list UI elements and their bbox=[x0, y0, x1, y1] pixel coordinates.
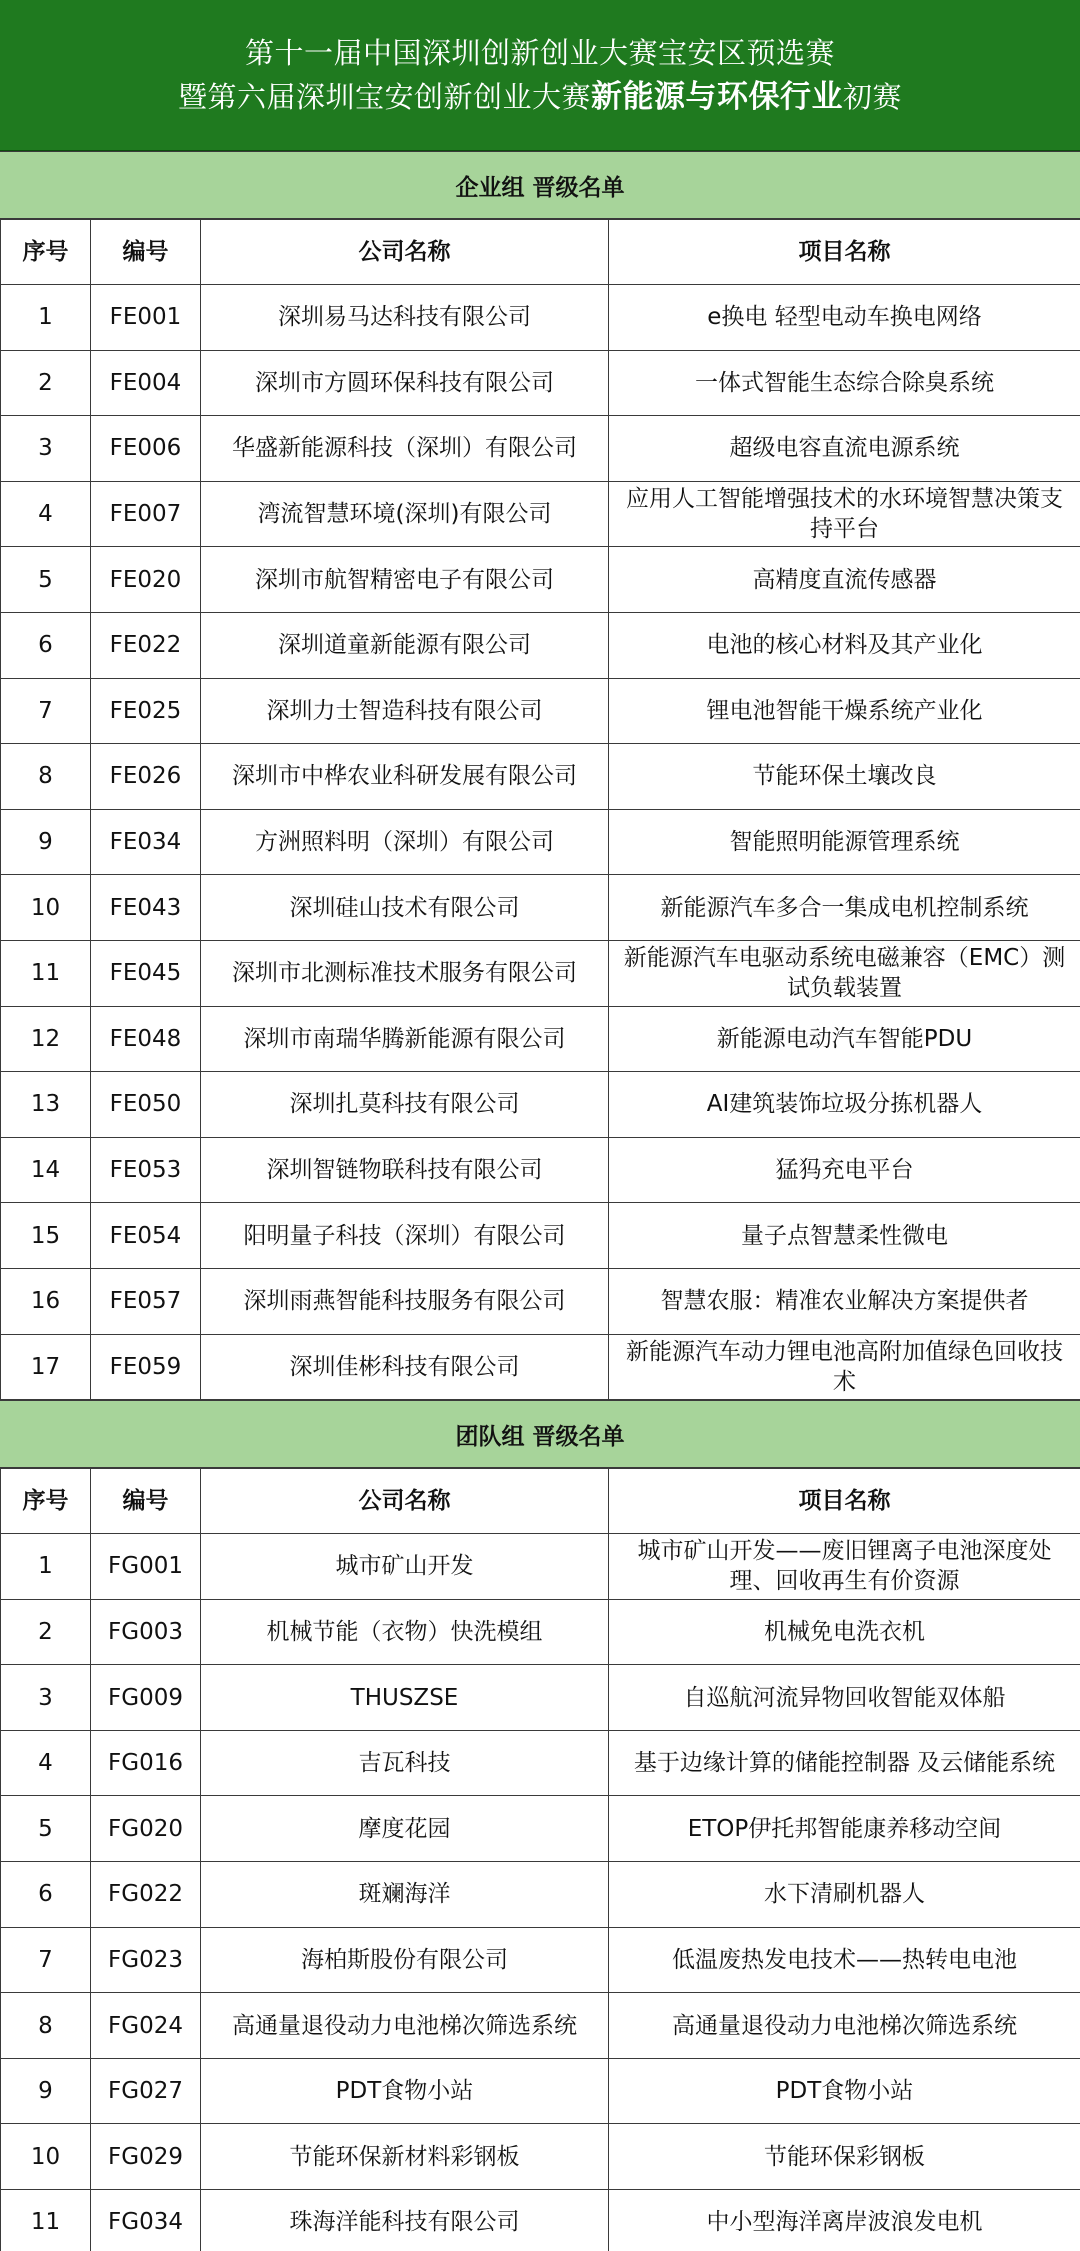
cell-project: PDT食物小站 bbox=[609, 2058, 1080, 2124]
cell-code: FE020 bbox=[91, 547, 201, 613]
cell-project: e换电 轻型电动车换电网络 bbox=[609, 285, 1080, 351]
cell-project: AI建筑装饰垃圾分拣机器人 bbox=[609, 1072, 1080, 1138]
cell-project: 应用人工智能增强技术的水环境智慧决策支持平台 bbox=[609, 481, 1080, 547]
table-row bbox=[1, 809, 1080, 875]
cell-code: FG023 bbox=[91, 1927, 201, 1993]
table-row bbox=[1, 678, 1080, 744]
cell-company: 深圳易马达科技有限公司 bbox=[201, 285, 609, 351]
cell-seq: 5 bbox=[1, 1796, 91, 1862]
cell-code: FE026 bbox=[91, 744, 201, 810]
cell-company: 湾流智慧环境(深圳)有限公司 bbox=[201, 481, 609, 547]
cell-company: 深圳力士智造科技有限公司 bbox=[201, 678, 609, 744]
cell-code: FE054 bbox=[91, 1203, 201, 1269]
cell-code: FG009 bbox=[91, 1665, 201, 1731]
column-header-code: 编号 bbox=[91, 1469, 201, 1534]
header-title-suffix: 初赛 bbox=[843, 80, 903, 114]
cell-company: THUSZSE bbox=[201, 1665, 609, 1731]
table-row bbox=[1, 2058, 1080, 2124]
cell-company: 深圳雨燕智能科技服务有限公司 bbox=[201, 1268, 609, 1334]
cell-seq: 6 bbox=[1, 612, 91, 678]
cell-company: 节能环保新材料彩钢板 bbox=[201, 2124, 609, 2190]
cell-seq: 14 bbox=[1, 1137, 91, 1203]
cell-company: 深圳硅山技术有限公司 bbox=[201, 875, 609, 941]
cell-project: 新能源汽车多合一集成电机控制系统 bbox=[609, 875, 1080, 941]
cell-code: FG016 bbox=[91, 1730, 201, 1796]
cell-seq: 5 bbox=[1, 547, 91, 613]
cell-seq: 1 bbox=[1, 285, 91, 351]
cell-company: 深圳市航智精密电子有限公司 bbox=[201, 547, 609, 613]
cell-project: 智慧农服：精准农业解决方案提供者 bbox=[609, 1268, 1080, 1334]
column-header-code: 编号 bbox=[91, 220, 201, 285]
cell-seq: 4 bbox=[1, 481, 91, 547]
cell-seq: 10 bbox=[1, 2124, 91, 2190]
cell-seq: 3 bbox=[1, 416, 91, 482]
cell-code: FG001 bbox=[91, 1534, 201, 1600]
cell-project: 新能源汽车动力锂电池高附加值绿色回收技术 bbox=[609, 1334, 1080, 1400]
cell-seq: 8 bbox=[1, 1993, 91, 2059]
cell-seq: 4 bbox=[1, 1730, 91, 1796]
cell-code: FE022 bbox=[91, 612, 201, 678]
cell-code: FE025 bbox=[91, 678, 201, 744]
cell-project: 猛犸充电平台 bbox=[609, 1137, 1080, 1203]
cell-seq: 10 bbox=[1, 875, 91, 941]
cell-project: 新能源汽车电驱动系统电磁兼容（EMC）测试负载装置 bbox=[609, 940, 1080, 1006]
team-table bbox=[0, 1468, 1080, 2251]
table-row bbox=[1, 1137, 1080, 1203]
table-row bbox=[1, 1072, 1080, 1138]
table-row bbox=[1, 416, 1080, 482]
team-table-body bbox=[1, 1534, 1080, 2251]
cell-company: 深圳市中桦农业科研发展有限公司 bbox=[201, 744, 609, 810]
cell-code: FE048 bbox=[91, 1006, 201, 1072]
table-row bbox=[1, 1927, 1080, 1993]
cell-company: 深圳智链物联科技有限公司 bbox=[201, 1137, 609, 1203]
cell-seq: 7 bbox=[1, 1927, 91, 1993]
table-row bbox=[1, 350, 1080, 416]
cell-code: FG022 bbox=[91, 1862, 201, 1928]
cell-company: 华盛新能源科技（深圳）有限公司 bbox=[201, 416, 609, 482]
cell-company: 深圳市南瑞华腾新能源有限公司 bbox=[201, 1006, 609, 1072]
table-row bbox=[1, 1334, 1080, 1400]
cell-seq: 2 bbox=[1, 350, 91, 416]
cell-code: FG020 bbox=[91, 1796, 201, 1862]
table-row bbox=[1, 2124, 1080, 2190]
table-row bbox=[1, 1006, 1080, 1072]
cell-code: FG003 bbox=[91, 1599, 201, 1665]
cell-project: 城市矿山开发——废旧锂离子电池深度处理、回收再生有价资源 bbox=[609, 1534, 1080, 1600]
table-header-row bbox=[1, 220, 1080, 285]
cell-seq: 7 bbox=[1, 678, 91, 744]
cell-company: 深圳市方圆环保科技有限公司 bbox=[201, 350, 609, 416]
cell-seq: 13 bbox=[1, 1072, 91, 1138]
table-row bbox=[1, 744, 1080, 810]
cell-company: PDT食物小站 bbox=[201, 2058, 609, 2124]
table-row bbox=[1, 481, 1080, 547]
cell-company: 高通量退役动力电池梯次筛选系统 bbox=[201, 1993, 609, 2059]
cell-company: 珠海洋能科技有限公司 bbox=[201, 2190, 609, 2251]
cell-project: 自巡航河流异物回收智能双体船 bbox=[609, 1665, 1080, 1731]
header-title-prefix: 暨第六届深圳宝安创新创业大赛 bbox=[177, 80, 591, 114]
cell-seq: 15 bbox=[1, 1203, 91, 1269]
cell-company: 深圳佳彬科技有限公司 bbox=[201, 1334, 609, 1400]
cell-code: FE045 bbox=[91, 940, 201, 1006]
cell-project: 锂电池智能干燥系统产业化 bbox=[609, 678, 1080, 744]
table-row bbox=[1, 1268, 1080, 1334]
column-header-project: 项目名称 bbox=[609, 220, 1080, 285]
cell-project: 低温废热发电技术——热转电电池 bbox=[609, 1927, 1080, 1993]
cell-company: 海柏斯股份有限公司 bbox=[201, 1927, 609, 1993]
column-header-seq: 序号 bbox=[1, 220, 91, 285]
table-row bbox=[1, 1203, 1080, 1269]
cell-project: ETOP伊托邦智能康养移动空间 bbox=[609, 1796, 1080, 1862]
enterprise-table-body bbox=[1, 285, 1080, 1400]
cell-code: FE006 bbox=[91, 416, 201, 482]
cell-project: 高通量退役动力电池梯次筛选系统 bbox=[609, 1993, 1080, 2059]
cell-code: FE053 bbox=[91, 1137, 201, 1203]
cell-code: FG027 bbox=[91, 2058, 201, 2124]
cell-project: 超级电容直流电源系统 bbox=[609, 416, 1080, 482]
cell-seq: 3 bbox=[1, 1665, 91, 1731]
table-row bbox=[1, 547, 1080, 613]
table-row bbox=[1, 1599, 1080, 1665]
table-row bbox=[1, 1862, 1080, 1928]
table-row bbox=[1, 875, 1080, 941]
table-row bbox=[1, 285, 1080, 351]
cell-project: 节能环保彩钢板 bbox=[609, 2124, 1080, 2190]
table-row bbox=[1, 1993, 1080, 2059]
cell-code: FE057 bbox=[91, 1268, 201, 1334]
cell-company: 深圳扎莫科技有限公司 bbox=[201, 1072, 609, 1138]
cell-code: FE034 bbox=[91, 809, 201, 875]
cell-seq: 1 bbox=[1, 1534, 91, 1600]
cell-code: FG029 bbox=[91, 2124, 201, 2190]
table-row bbox=[1, 940, 1080, 1006]
cell-company: 深圳市北测标准技术服务有限公司 bbox=[201, 940, 609, 1006]
table-header-row bbox=[1, 1469, 1080, 1534]
cell-project: 新能源电动汽车智能PDU bbox=[609, 1006, 1080, 1072]
team-section-title: 团队组 晋级名单 bbox=[0, 1400, 1080, 1468]
table-row bbox=[1, 1796, 1080, 1862]
cell-project: 节能环保土壤改良 bbox=[609, 744, 1080, 810]
cell-seq: 17 bbox=[1, 1334, 91, 1400]
cell-company: 斑斓海洋 bbox=[201, 1862, 609, 1928]
cell-code: FE007 bbox=[91, 481, 201, 547]
table-row bbox=[1, 1730, 1080, 1796]
cell-project: 机械免电洗衣机 bbox=[609, 1599, 1080, 1665]
cell-project: 基于边缘计算的储能控制器 及云储能系统 bbox=[609, 1730, 1080, 1796]
cell-seq: 9 bbox=[1, 809, 91, 875]
cell-company: 机械节能（衣物）快洗模组 bbox=[201, 1599, 609, 1665]
cell-seq: 12 bbox=[1, 1006, 91, 1072]
table-row bbox=[1, 2190, 1080, 2251]
column-header-company: 公司名称 bbox=[201, 220, 609, 285]
cell-company: 吉瓦科技 bbox=[201, 1730, 609, 1796]
column-header-company: 公司名称 bbox=[201, 1469, 609, 1534]
page-header bbox=[0, 0, 1080, 151]
cell-code: FE050 bbox=[91, 1072, 201, 1138]
cell-seq: 8 bbox=[1, 744, 91, 810]
cell-project: 电池的核心材料及其产业化 bbox=[609, 612, 1080, 678]
column-header-project: 项目名称 bbox=[609, 1469, 1080, 1534]
cell-seq: 16 bbox=[1, 1268, 91, 1334]
cell-seq: 2 bbox=[1, 1599, 91, 1665]
enterprise-section-title: 企业组 晋级名单 bbox=[0, 151, 1080, 219]
cell-seq: 11 bbox=[1, 940, 91, 1006]
cell-code: FG034 bbox=[91, 2190, 201, 2251]
table-row bbox=[1, 1665, 1080, 1731]
header-title-line2 bbox=[178, 75, 902, 119]
cell-seq: 9 bbox=[1, 2058, 91, 2124]
cell-code: FE004 bbox=[91, 350, 201, 416]
header-title-highlight: 新能源与环保行业 bbox=[591, 79, 843, 115]
table-row bbox=[1, 612, 1080, 678]
cell-company: 阳明量子科技（深圳）有限公司 bbox=[201, 1203, 609, 1269]
cell-seq: 6 bbox=[1, 1862, 91, 1928]
cell-project: 中小型海洋离岸波浪发电机 bbox=[609, 2190, 1080, 2251]
cell-code: FE059 bbox=[91, 1334, 201, 1400]
cell-code: FE043 bbox=[91, 875, 201, 941]
table-row bbox=[1, 1534, 1080, 1600]
cell-company: 城市矿山开发 bbox=[201, 1534, 609, 1600]
enterprise-table bbox=[0, 219, 1080, 1400]
cell-code: FG024 bbox=[91, 1993, 201, 2059]
cell-seq: 11 bbox=[1, 2190, 91, 2251]
cell-project: 量子点智慧柔性微电 bbox=[609, 1203, 1080, 1269]
cell-project: 高精度直流传感器 bbox=[609, 547, 1080, 613]
cell-project: 智能照明能源管理系统 bbox=[609, 809, 1080, 875]
column-header-seq: 序号 bbox=[1, 1469, 91, 1534]
cell-project: 水下清刷机器人 bbox=[609, 1862, 1080, 1928]
cell-company: 深圳道童新能源有限公司 bbox=[201, 612, 609, 678]
cell-project: 一体式智能生态综合除臭系统 bbox=[609, 350, 1080, 416]
cell-code: FE001 bbox=[91, 285, 201, 351]
cell-company: 方洲照料明（深圳）有限公司 bbox=[201, 809, 609, 875]
cell-company: 摩度花园 bbox=[201, 1796, 609, 1862]
header-title-line1: 第十一届中国深圳创新创业大赛宝安区预选赛 bbox=[244, 36, 835, 70]
